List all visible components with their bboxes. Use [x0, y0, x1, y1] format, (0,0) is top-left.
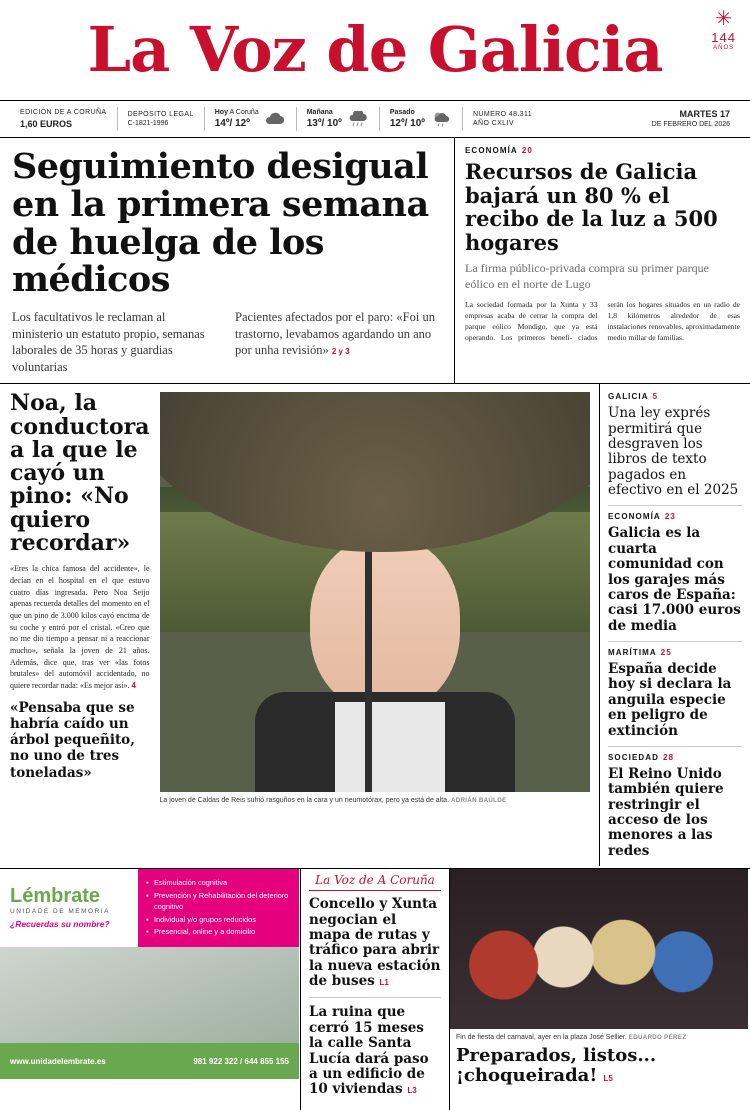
- noa-story: [0, 384, 600, 866]
- newspaper-title: La Voz de Galicia: [87, 13, 663, 86]
- ad-phone[interactable]: 981 922 322 / 644 855 155: [193, 1056, 289, 1066]
- page-reference[interactable]: 4: [131, 681, 136, 691]
- ad-top: [0, 869, 299, 947]
- noa-text-column: [10, 392, 150, 866]
- masthead: [0, 0, 750, 100]
- economia-body-col1: La sociedad formada por la Xunta y 33 empresas acaba de cerrar la compra del parque eólico Mondigo, que ya está operando. Los primeros benefi-: [465, 300, 598, 342]
- page-reference[interactable]: L1: [379, 978, 389, 988]
- economia-body-col2: ciados serán los hogares situados en un radio de 1,8 kilómetros alrededor de esas instalaciones renovables, aproximadamente medio millar de familias.: [578, 300, 740, 342]
- ad-photo: [0, 947, 299, 1043]
- caption-text: Fin de fiesta del carnaval, ayer en la plaza José Sellier.: [456, 1034, 627, 1042]
- section-kicker: [608, 392, 742, 401]
- ad-brand-name: Lémbrate: [10, 885, 101, 908]
- brief-galicia[interactable]: [608, 390, 742, 506]
- page-number: 23: [664, 512, 676, 522]
- middle-section: [0, 384, 750, 866]
- price-label: 1,60 EUROS: [20, 118, 73, 129]
- noa-photo-block: [160, 392, 590, 866]
- brief-headline[interactable]: El Reino Unido también quiere restringir el acceso de los menores a las redes: [608, 765, 724, 859]
- noa-pullquote: «Pensaba que se habría caído un árbol pequeñito, no uno de tres toneladas»: [10, 699, 135, 781]
- lead-sub-left: Los facultativos le reclaman al ministerio un estatuto propio, semanas laborales de 35 horas y guardias voluntarias: [12, 310, 205, 374]
- star-icon: ✳: [715, 8, 733, 30]
- carnaval-headline-text: Preparados, listos...¡choqueirada!: [456, 1045, 657, 1087]
- economia-standfirst: La firma público-privada compra su primer parque eólico en el norte de Lugo: [465, 261, 709, 291]
- kicker-label: SOCIEDAD: [608, 752, 660, 762]
- photo-credit: EDUARDO PÉREZ: [628, 1034, 687, 1042]
- edition-info: [10, 108, 117, 130]
- page-number: 5: [652, 392, 659, 402]
- ad-tagline: ¿Recuerdas su nombre?: [10, 919, 110, 930]
- economia-body: [465, 300, 740, 343]
- weather-day-label: Pasado: [389, 108, 415, 116]
- carnaval-caption: [450, 1029, 750, 1044]
- ad-service-item: ▪ Prevención y Rehabilitación del deterioro cognitivo: [146, 890, 294, 913]
- anniversary-badge: [711, 10, 736, 51]
- ad-website[interactable]: www.unidadelembrate.es: [10, 1056, 106, 1066]
- weather-day-after: [380, 108, 462, 131]
- kicker-label: ECONOMÍA: [465, 146, 518, 155]
- advertisement-lembrate[interactable]: [0, 869, 300, 1079]
- coruna-headline-1[interactable]: [309, 897, 441, 989]
- brief-headline[interactable]: Una ley exprés permitirá que desgraven los libros de texto pagados en efectivo en el 2025: [608, 405, 739, 499]
- kicker-label: MARÍTIMA: [608, 648, 657, 658]
- top-section: [0, 138, 750, 384]
- legal-label: DEPÓSITO LEGAL: [127, 110, 194, 118]
- noa-body-text: «Eres la chica famosa del accidente», le decían en el hospital en el que estuvo cuatro días ingresada. Pero Noa Seijo apenas recuerda detalles del momento en el que un pino de 3.000 kilos cayó encima de su coche y entró por el cristal. «Creo que no me dio tiempo a pensar ni a reaccionar mucho», señala la joven de 21 años. Además, dice que, tras ver «las fotos brutales» del automóvil accidentado, no quiere recordar nada: «Es mejor así».: [10, 564, 150, 691]
- rain-cloud-icon: [347, 111, 369, 127]
- sun-cloud-icon: [430, 111, 452, 127]
- date-month-year: DE FEBRERO DEL 2026: [651, 121, 730, 129]
- noa-body: [10, 563, 150, 691]
- brief-headline[interactable]: España decide hoy si declara la anguila especie en peligro de extinción: [608, 661, 732, 739]
- photo-face: [310, 537, 460, 712]
- legal-deposit: [118, 110, 204, 129]
- kicker-label: ECONOMÍA: [608, 512, 661, 522]
- photo-umbrella-pole: [365, 542, 372, 792]
- kicker-label: GALICIA: [608, 392, 649, 402]
- bottom-section: [0, 868, 750, 1110]
- coruna-section-header: La Voz de A Coruña: [309, 873, 441, 891]
- coruna-headline-1-text: Concello y Xunta negocian el mapa de rutas y tráfico para abrir la nueva estación de buses: [309, 896, 441, 990]
- brief-sociedad[interactable]: [608, 747, 742, 866]
- weather-temps: 13º/ 10º: [306, 117, 342, 129]
- section-kicker: [608, 753, 742, 762]
- issue-number: [463, 110, 542, 129]
- section-kicker: [465, 146, 740, 155]
- weather-day-label: Hoy: [214, 108, 228, 116]
- ad-services-list: [138, 869, 300, 947]
- weather-temps: 14º/ 12º: [214, 117, 250, 129]
- caption-text: La joven de Caldas de Reis sufrió rasguños en la cara y un neumotórax, pero ya está de alta.: [159, 797, 450, 805]
- page-number: 20: [521, 146, 533, 155]
- page-reference[interactable]: L3: [407, 1086, 417, 1096]
- weather-day-label: Mañana: [306, 108, 333, 116]
- issue-number-value: NÚMERO 48.311: [472, 110, 533, 118]
- economia-story[interactable]: [455, 138, 750, 383]
- photo-credit: ADRIÁN BAÚLDE: [450, 797, 507, 805]
- page-reference[interactable]: 2 y 3: [331, 347, 350, 357]
- carnaval-story: [450, 869, 750, 1110]
- noa-photo: [160, 392, 590, 792]
- section-kicker: [608, 648, 742, 657]
- coruna-headline-2-text: La ruina que cerró 15 meses la calle Santa Lucía dará paso a un edificio de 10 viviendas: [309, 1004, 429, 1098]
- weather-place-label: A Coruña: [229, 108, 259, 116]
- lead-sub-right-text: Pacientes afectados por el paro: «Foi un trastorno, levabamos agardando un ano por unha revisión»: [235, 310, 435, 358]
- edition-label: EDICIÓN DE A CORUÑA: [20, 109, 107, 117]
- date-day: MARTES 17: [679, 109, 730, 120]
- brief-economia[interactable]: [608, 506, 742, 642]
- coruna-headline-2[interactable]: [309, 1005, 441, 1097]
- economia-headline[interactable]: Recursos de Galicia bajará un 80 % el recibo de la luz a 500 hogares: [465, 159, 718, 255]
- coruna-section: [300, 869, 450, 1110]
- divider: [309, 997, 441, 998]
- info-bar: [0, 100, 750, 138]
- ad-service-item: ▪ Presencial, online y a domicilio: [146, 926, 294, 937]
- carnaval-figures: [450, 869, 748, 1029]
- noa-headline[interactable]: Noa, la conductora a la que le cayó un pino: «No quiero recordar»: [10, 390, 150, 557]
- briefs-column: [600, 384, 750, 866]
- weather-today: [205, 108, 296, 131]
- anniversary-number: 144: [711, 30, 736, 45]
- lead-subheads: [12, 309, 442, 375]
- ad-service-item: ▪ Individual y/o grupos reducidos: [146, 914, 294, 925]
- carnaval-photo: [450, 869, 748, 1029]
- page-number: 25: [660, 648, 672, 658]
- publication-date: [642, 108, 740, 130]
- noa-photo-caption: [160, 792, 590, 811]
- issue-year-value: AÑO CXLIV: [472, 120, 514, 127]
- cloud-icon: [264, 112, 286, 126]
- anniversary-label: AÑOS: [713, 45, 735, 51]
- brief-maritima[interactable]: [608, 642, 742, 747]
- page-reference[interactable]: L5: [603, 1074, 613, 1084]
- ad-contact-bar[interactable]: [0, 1043, 299, 1079]
- photo-shirt: [335, 702, 445, 792]
- lead-headline[interactable]: Seguimiento desigual en la primera semana de huelga de los médicos: [12, 146, 429, 301]
- page-number: 28: [663, 752, 675, 762]
- ad-service-item: ▪ Estimulación cognitiva: [146, 877, 294, 888]
- weather-temps: 12º/ 10º: [389, 117, 425, 129]
- weather-tomorrow: [297, 108, 379, 131]
- ad-brand-subtitle: UNIDADE DE MEMORIA: [10, 908, 110, 916]
- section-kicker: [608, 512, 742, 521]
- legal-value: C-1821-1996: [127, 120, 169, 127]
- lead-story[interactable]: [0, 138, 455, 383]
- lead-sub-right: [235, 309, 442, 375]
- brief-headline[interactable]: Galicia es la cuarta comunidad con los garajes más caros de España: casi 17.000 euros de media: [608, 525, 741, 634]
